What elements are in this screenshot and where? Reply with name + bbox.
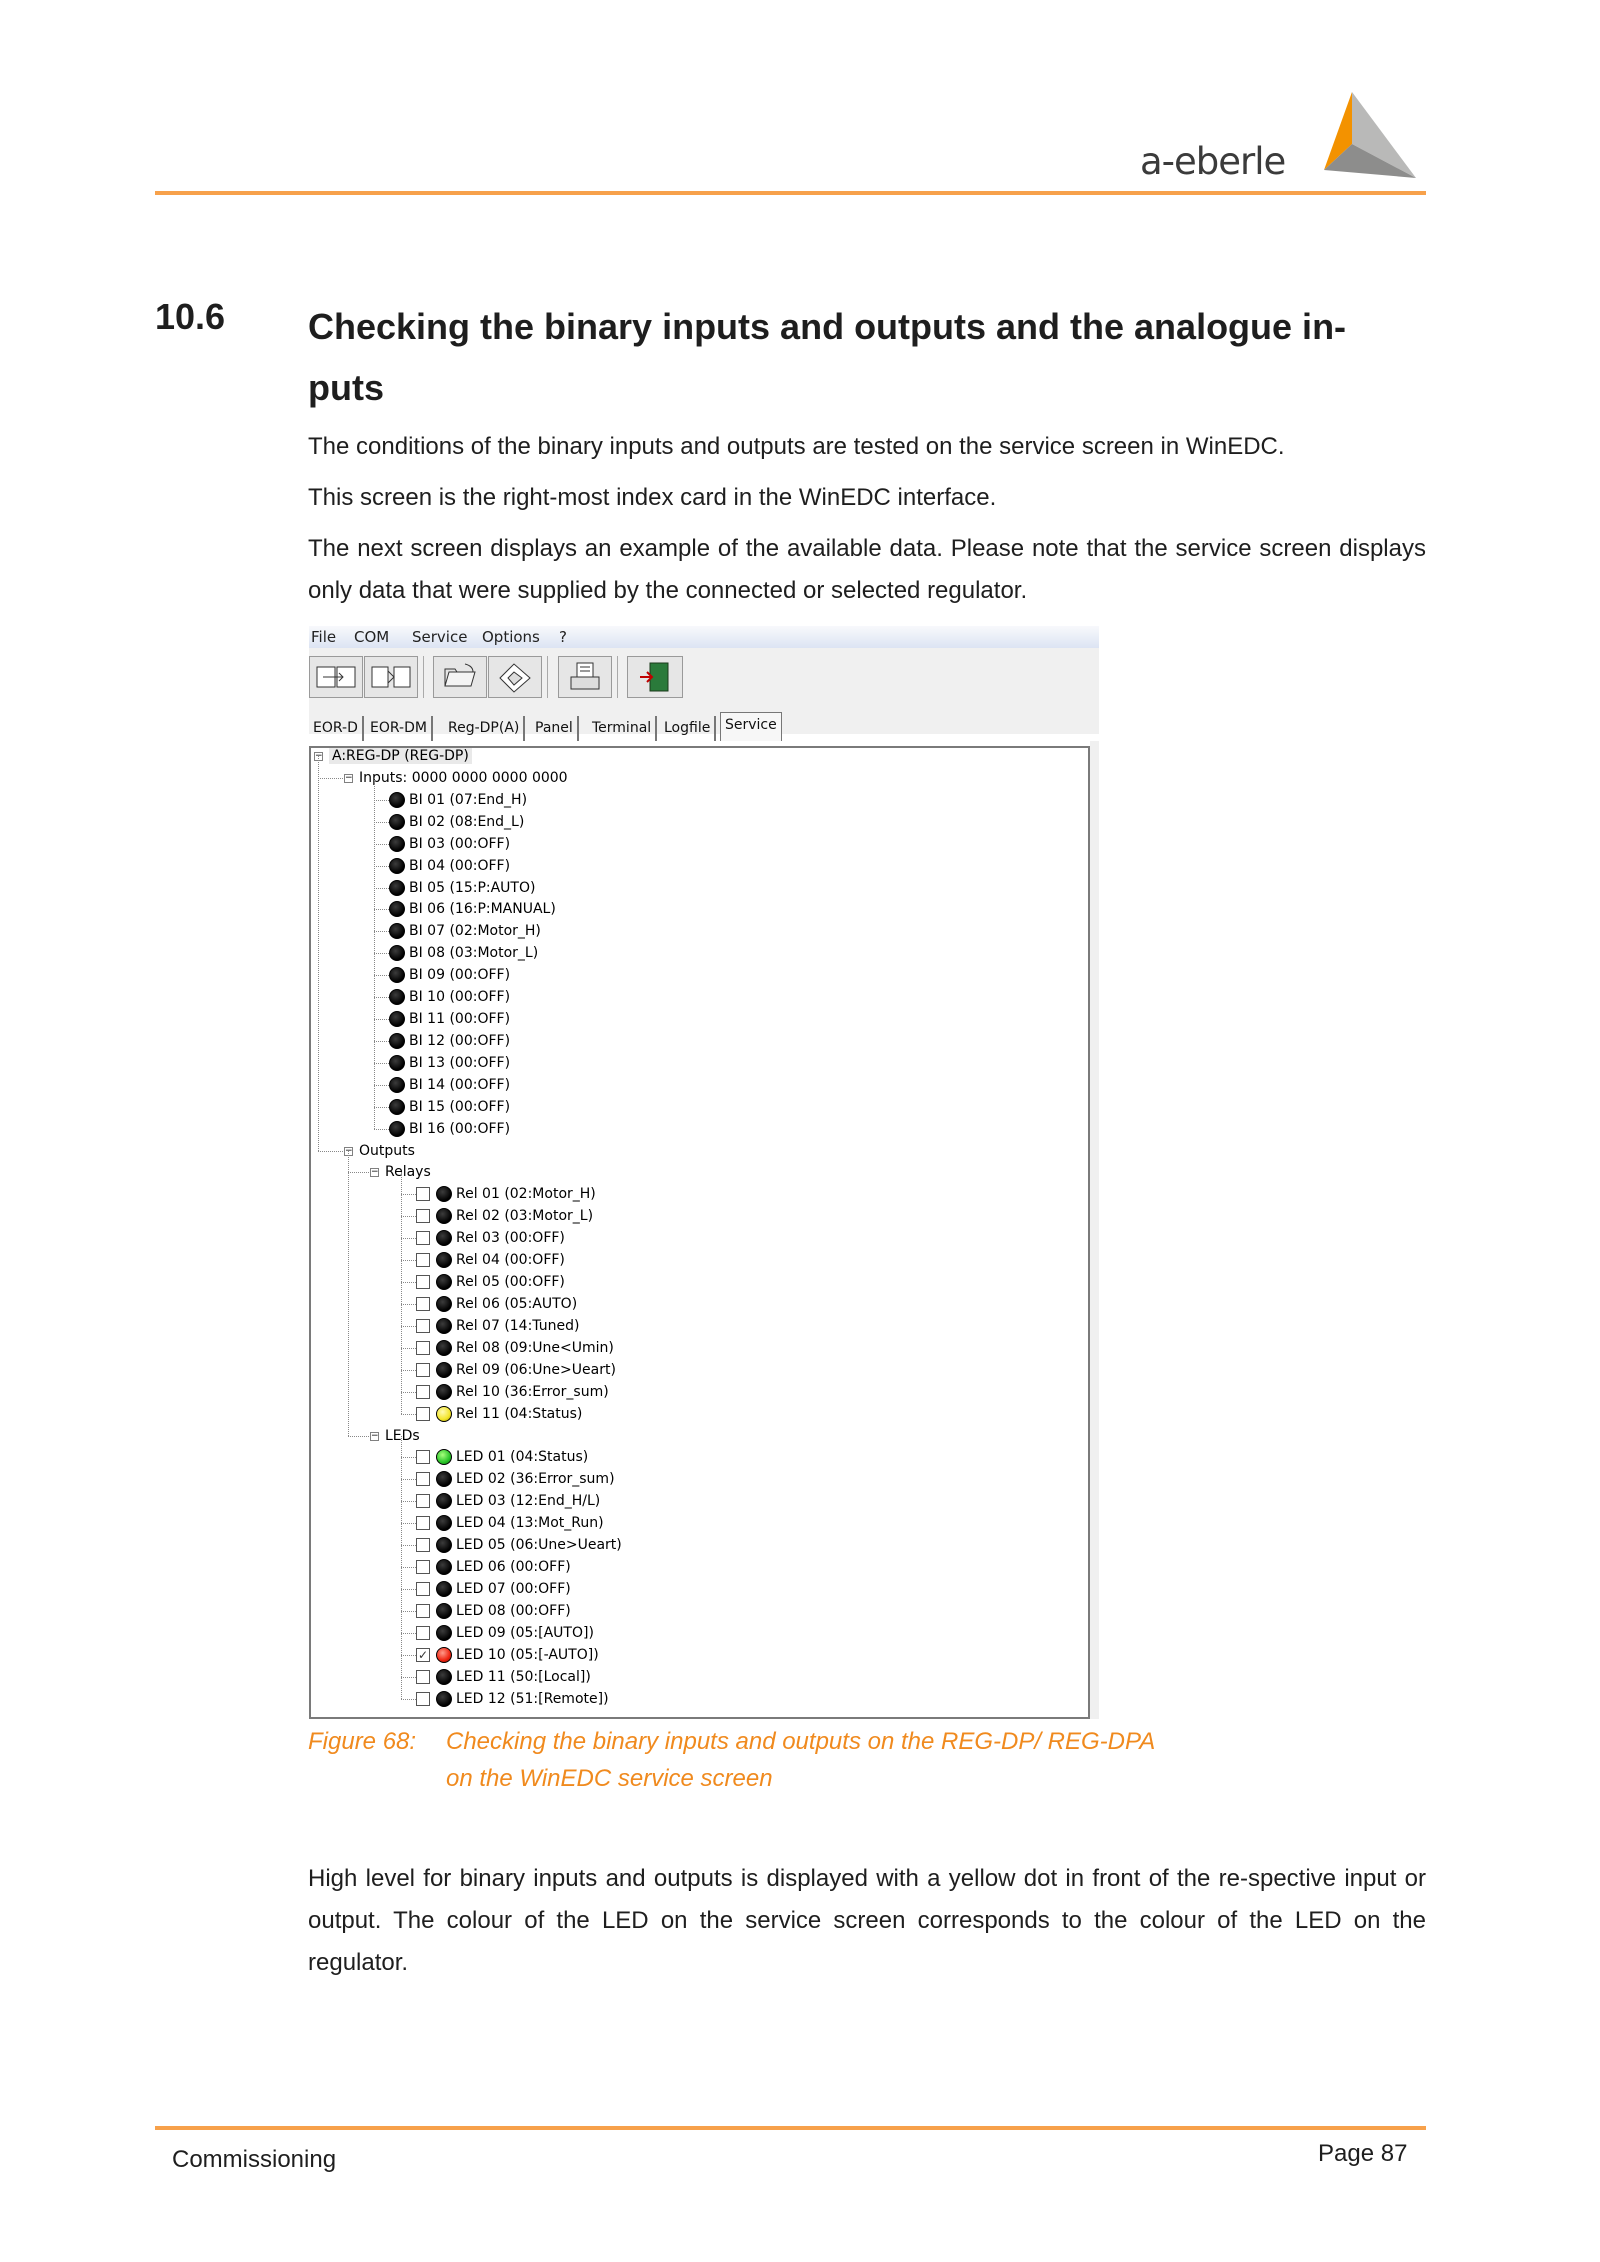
tree-connector — [374, 778, 375, 1129]
checkbox[interactable] — [416, 1407, 430, 1421]
led-indicator-icon — [389, 880, 405, 896]
led-indicator-icon — [436, 1669, 452, 1685]
binary-input-item: BI 15 (00:OFF) — [409, 1098, 511, 1115]
menu-service[interactable]: Service — [412, 628, 468, 646]
outputs-expander-icon[interactable]: − — [345, 1145, 353, 1156]
binary-input-item: BI 07 (02:Motor_H) — [409, 923, 541, 940]
binary-input-item: BI 06 (16:P:MANUAL) — [409, 901, 556, 918]
print-button[interactable] — [558, 656, 612, 698]
tree-connector — [401, 1655, 416, 1656]
checkbox[interactable]: ✓ — [417, 1647, 429, 1662]
toolbar — [309, 648, 1099, 704]
tree-connector — [374, 800, 389, 801]
tree-connector — [401, 1260, 416, 1261]
led-indicator-icon — [389, 792, 405, 808]
binary-input-item: BI 14 (00:OFF) — [409, 1076, 511, 1093]
tree-connector — [348, 1151, 349, 1436]
tree-connector — [401, 1567, 416, 1568]
open-folder-button[interactable] — [433, 656, 487, 698]
compare-device-icon — [368, 660, 414, 694]
checkbox[interactable] — [416, 1450, 430, 1464]
open-folder-icon — [437, 660, 483, 694]
section-title: Checking the binary inputs and outputs and the analogue in- puts — [308, 306, 1347, 408]
tree-connector — [348, 1436, 369, 1437]
tree-connector — [318, 778, 343, 779]
company-logo — [1140, 92, 1420, 184]
exit-button[interactable] — [627, 656, 683, 698]
led-item: LED 07 (00:OFF) — [456, 1580, 571, 1597]
led-indicator-icon — [436, 1208, 452, 1224]
relay-item: Rel 02 (03:Motor_L) — [456, 1208, 594, 1225]
exit-icon — [632, 660, 678, 694]
relays-label: Relays — [385, 1164, 431, 1181]
checkbox[interactable] — [416, 1626, 430, 1640]
paragraph-4: High level for binary inputs and outputs is displayed with a yellow dot in front of the re-spective input or output. The colour of the LED on the service screen corresponds to the colour of the LED on the regulator. — [308, 1865, 1426, 1976]
led-item: LED 12 (51:[Remote]) — [456, 1690, 609, 1707]
menu-bar — [309, 626, 1099, 649]
figure-caption-line-2: on the WinEDC service screen — [446, 1765, 773, 1792]
tree-connector — [318, 1151, 343, 1152]
menu-options[interactable]: Options — [482, 628, 540, 646]
led-indicator-icon — [389, 1121, 405, 1137]
led-indicator-icon — [389, 923, 405, 939]
relay-item: Rel 08 (09:Une<Umin) — [456, 1339, 614, 1356]
led-indicator-icon — [436, 1625, 452, 1641]
print-icon — [562, 660, 608, 694]
tab-service[interactable]: Service — [720, 712, 782, 741]
binary-input-item: BI 03 (00:OFF) — [409, 835, 511, 852]
relay-item: Rel 11 (04:Status) — [456, 1405, 583, 1422]
led-indicator-icon — [436, 1537, 452, 1553]
led-indicator-icon — [436, 1603, 452, 1619]
relays-expander-icon[interactable]: − — [371, 1167, 379, 1178]
header-rule — [155, 191, 1426, 195]
tree-connector — [374, 931, 389, 932]
checkbox[interactable] — [416, 1494, 430, 1508]
led-indicator-icon — [389, 1033, 405, 1049]
relay-item: Rel 10 (36:Error_sum) — [456, 1383, 609, 1400]
root-expander-icon[interactable]: − — [315, 751, 323, 761]
led-item: LED 01 (04:Status) — [456, 1449, 589, 1466]
tree-connector — [318, 756, 319, 1151]
checkbox[interactable] — [416, 1560, 430, 1574]
led-indicator-icon — [436, 1230, 452, 1246]
footer-chapter: Commissioning — [172, 2146, 337, 2173]
tree-connector — [401, 1194, 416, 1195]
led-indicator-icon — [436, 1340, 452, 1356]
led-indicator-icon — [436, 1691, 452, 1707]
tree-connector — [401, 1545, 416, 1546]
leds-expander-icon[interactable]: − — [371, 1430, 379, 1441]
write-disk-button[interactable] — [488, 656, 542, 698]
led-indicator-icon — [389, 945, 405, 961]
checkbox[interactable] — [416, 1472, 430, 1486]
tree-connector — [401, 1216, 416, 1217]
tree-connector — [374, 953, 389, 954]
tab-reg-dpa[interactable]: Reg-DP(A) — [444, 716, 525, 741]
relay-item: Rel 05 (00:OFF) — [456, 1274, 565, 1291]
binary-input-item: BI 16 (00:OFF) — [409, 1120, 511, 1137]
led-item: LED 11 (50:[Local]) — [456, 1668, 591, 1685]
checkbox[interactable] — [416, 1538, 430, 1552]
checkbox[interactable] — [416, 1363, 430, 1377]
service-tree — [309, 746, 1090, 1719]
led-indicator-icon — [436, 1318, 452, 1334]
binary-input-item: BI 08 (03:Motor_L) — [409, 945, 539, 962]
tree-connector — [401, 1172, 402, 1413]
led-indicator-icon — [436, 1493, 452, 1509]
led-indicator-icon — [389, 901, 405, 917]
led-indicator-icon — [436, 1515, 452, 1531]
led-indicator-icon — [389, 836, 405, 852]
checkbox[interactable] — [416, 1341, 430, 1355]
tree-connector — [348, 1172, 369, 1173]
led-item: LED 04 (13:Mot_Run) — [456, 1515, 604, 1532]
checkbox[interactable] — [416, 1582, 430, 1596]
led-indicator-icon — [389, 967, 405, 983]
led-indicator-icon — [436, 1362, 452, 1378]
menu-help[interactable]: ? — [559, 628, 567, 646]
led-indicator-icon — [436, 1406, 452, 1422]
figure-caption-line-1: Checking the binary inputs and outputs on the REG-DP/ REG-DPA — [446, 1728, 1156, 1755]
checkbox[interactable] — [416, 1275, 430, 1289]
led-item: LED 03 (12:End_H/L) — [456, 1493, 601, 1510]
relay-item: Rel 07 (14:Tuned) — [456, 1317, 580, 1334]
tree-connector — [374, 975, 389, 976]
tree-connector — [374, 1063, 389, 1064]
checkbox[interactable] — [416, 1604, 430, 1618]
relay-item: Rel 03 (00:OFF) — [456, 1230, 565, 1247]
binary-input-item: BI 10 (00:OFF) — [409, 989, 511, 1006]
tree-connector — [401, 1589, 416, 1590]
tree-connector — [401, 1304, 416, 1305]
tree-connector — [401, 1282, 416, 1283]
tree-connector — [374, 1085, 389, 1086]
led-indicator-icon — [436, 1384, 452, 1400]
relay-item: Rel 04 (00:OFF) — [456, 1252, 565, 1269]
tree-connector — [401, 1457, 416, 1458]
relay-item: Rel 09 (06:Une>Ueart) — [456, 1361, 616, 1378]
outputs-label: Outputs — [359, 1142, 415, 1159]
winedc-service-screenshot — [309, 626, 1099, 1719]
leds-label: LEDs — [385, 1427, 420, 1444]
inputs-label: Inputs: 0000 0000 0000 0000 — [359, 769, 568, 786]
binary-input-item: BI 01 (07:End_H) — [409, 791, 528, 808]
compare-device-button[interactable] — [364, 656, 418, 698]
checkbox[interactable] — [416, 1187, 430, 1201]
checkbox[interactable] — [416, 1516, 430, 1530]
tree-connector — [401, 1392, 416, 1393]
tree-connector — [374, 1129, 389, 1130]
footer-rule — [155, 2126, 1426, 2130]
tree-connector — [374, 888, 389, 889]
tree-connector — [401, 1523, 416, 1524]
tree-connector — [374, 1041, 389, 1042]
led-indicator-icon — [436, 1559, 452, 1575]
tree-connector — [401, 1370, 416, 1371]
led-indicator-icon — [436, 1471, 452, 1487]
led-item: LED 08 (00:OFF) — [456, 1602, 571, 1619]
checkbox[interactable] — [416, 1319, 430, 1333]
binary-input-item: BI 12 (00:OFF) — [409, 1032, 511, 1049]
tree-connector — [401, 1611, 416, 1612]
figure-label: Figure 68: — [308, 1728, 417, 1755]
led-indicator-icon — [389, 1099, 405, 1115]
tree-connector — [374, 997, 389, 998]
tree-connector — [374, 909, 389, 910]
logo-triangle-icon — [1304, 92, 1416, 184]
led-indicator-icon — [389, 1055, 405, 1071]
tree-connector — [401, 1479, 416, 1480]
led-indicator-icon — [436, 1274, 452, 1290]
tree-connector — [374, 844, 389, 845]
menu-file[interactable]: File — [311, 628, 337, 646]
checkbox[interactable] — [416, 1297, 430, 1311]
led-item: LED 10 (05:[-AUTO]) — [456, 1646, 599, 1663]
panel-edge — [1090, 741, 1099, 1719]
checkbox[interactable] — [416, 1670, 430, 1684]
tree-connector — [374, 1107, 389, 1108]
tab-eor-dm[interactable]: EOR-DM — [366, 716, 433, 741]
led-item: LED 05 (06:Une>Ueart) — [456, 1537, 622, 1554]
binary-input-item: BI 02 (08:End_L) — [409, 813, 525, 830]
led-indicator-icon — [436, 1296, 452, 1312]
tree-connector — [401, 1326, 416, 1327]
binary-input-item: BI 04 (00:OFF) — [409, 857, 511, 874]
tab-logfile[interactable]: Logfile — [660, 716, 716, 741]
tree-root-label: A:REG-DP (REG-DP) — [329, 748, 472, 764]
led-item: LED 09 (05:[AUTO]) — [456, 1624, 594, 1641]
led-indicator-icon — [389, 1011, 405, 1027]
tab-panel[interactable]: Panel — [531, 716, 579, 741]
page-number: Page 87 — [1318, 2140, 1408, 2167]
read-device-icon — [313, 660, 359, 694]
toolbar-separator — [617, 656, 618, 698]
checkbox[interactable] — [416, 1692, 430, 1706]
led-item: LED 02 (36:Error_sum) — [456, 1471, 615, 1488]
binary-input-item: BI 05 (15:P:AUTO) — [409, 879, 536, 896]
relay-item: Rel 01 (02:Motor_H) — [456, 1186, 596, 1203]
toolbar-separator — [423, 656, 424, 698]
paragraph-1: The conditions of the binary inputs and outputs are tested on the service screen in WinEDC. — [308, 433, 1285, 460]
tree-connector — [401, 1501, 416, 1502]
toolbar-separator — [547, 656, 548, 698]
led-item: LED 06 (00:OFF) — [456, 1559, 571, 1576]
tree-connector — [401, 1436, 402, 1699]
checkbox[interactable] — [416, 1253, 430, 1267]
logo-text: a-eberle — [1140, 140, 1286, 183]
read-device-button[interactable] — [309, 656, 363, 698]
tree-connector — [401, 1414, 416, 1415]
led-indicator-icon — [389, 989, 405, 1005]
section-number: 10.6 — [155, 296, 226, 337]
tree-connector — [401, 1677, 416, 1678]
tab-eor-d[interactable]: EOR-D — [309, 716, 364, 741]
inputs-expander-icon[interactable]: − — [345, 772, 353, 783]
paragraph-3: The next screen displays an example of the available data. Please note that the service screen displays only data that were supplied by the connected or selected regulator. — [308, 535, 1426, 604]
binary-input-item: BI 13 (00:OFF) — [409, 1054, 511, 1071]
tree-connector — [374, 822, 389, 823]
tree-connector — [374, 1019, 389, 1020]
led-indicator-icon — [389, 858, 405, 874]
led-indicator-icon — [436, 1581, 452, 1597]
paragraph-2: This screen is the right-most index card in the WinEDC interface. — [308, 484, 997, 511]
write-disk-icon — [492, 660, 538, 694]
tree-connector — [401, 1633, 416, 1634]
menu-com[interactable]: COM — [354, 628, 390, 646]
led-indicator-icon — [436, 1252, 452, 1268]
checkbox[interactable] — [416, 1209, 430, 1223]
led-indicator-icon — [389, 1077, 405, 1093]
tree-connector — [401, 1699, 416, 1700]
binary-input-item: BI 11 (00:OFF) — [409, 1011, 511, 1028]
tree-connector — [401, 1238, 416, 1239]
led-indicator-icon — [389, 814, 405, 830]
tree-connector — [374, 866, 389, 867]
checkbox[interactable] — [416, 1231, 430, 1245]
checkbox[interactable] — [416, 1385, 430, 1399]
led-indicator-icon — [436, 1186, 452, 1202]
tab-terminal[interactable]: Terminal — [588, 716, 657, 741]
led-indicator-icon — [436, 1647, 452, 1663]
relay-item: Rel 06 (05:AUTO) — [456, 1296, 578, 1312]
led-indicator-icon — [436, 1449, 452, 1465]
binary-input-item: BI 09 (00:OFF) — [409, 967, 511, 984]
tree-connector — [401, 1348, 416, 1349]
